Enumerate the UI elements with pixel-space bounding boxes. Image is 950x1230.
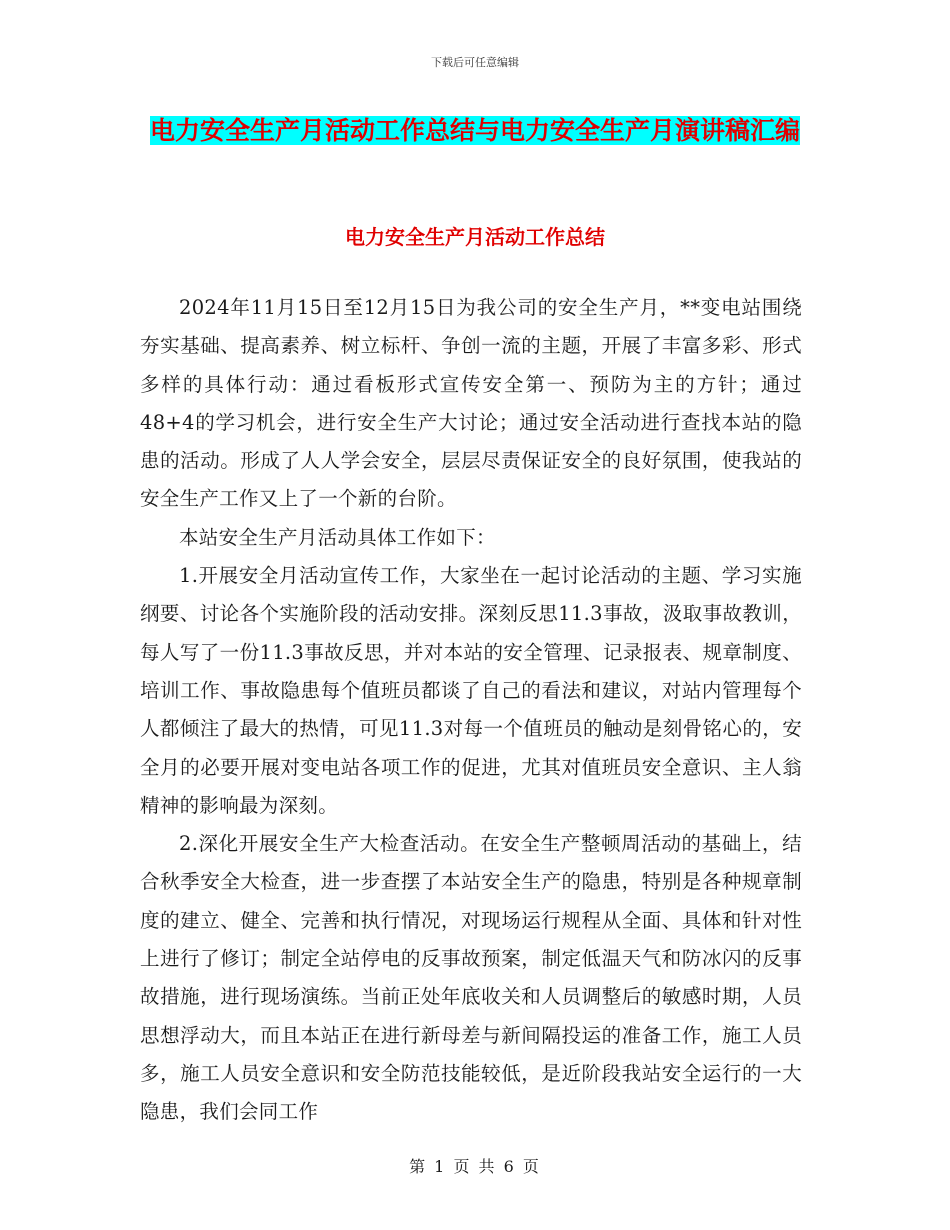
page-indicator: 第 1 页 共 6 页 bbox=[409, 1157, 541, 1176]
header-note: 下载后可任意编辑 bbox=[431, 56, 519, 69]
paragraph-intro: 2024年11月15日至12月15日为我公司的安全生产月，**变电站围绕夯实基础、提高素养、树立标杆、争创一流的主题，开展了丰富多彩、形式多样的具体行动：通过看板形式宣传安全第一、预防为主的方针；通过48+4的学习机会，进行安全生产大讨论；通过安全活动进行查找本站的隐患的活动。形成了人人学会安全，层层尽责保证安全的良好氛围，使我站的安全生产工作又上了一个新的台阶。 bbox=[140, 296, 802, 511]
document-title bbox=[140, 108, 810, 154]
paragraph-item-2: 2.深化开展安全生产大检查活动。在安全生产整顿周活动的基础上，结合秋季安全大检查，进一步查摆了本站安全生产的隐患，特别是各种规章制度的建立、健全、完善和执行情况，对现场运行规程从全面、具体和针对性上进行了修订；制定全站停电的反事故预案，制定低温天气和防冰闪的反事故措施，进行现场演练。当前正处年底收关和人员调整后的敏感时期，人员思想浮动大，而且本站正在进行新母差与新间隔投运的准备工作，施工人员多，施工人员安全意识和安全防范技能较低，是近阶段我站安全运行的一大隐患，我们会同工作 bbox=[140, 832, 802, 1124]
document-title-text: 电力安全生产月活动工作总结与电力安全生产月演讲稿汇编 bbox=[149, 116, 800, 145]
section-title: 电力安全生产月活动工作总结 bbox=[345, 225, 605, 249]
document-body bbox=[140, 289, 802, 1132]
paragraph-overview: 本站安全生产月活动具体工作如下： bbox=[179, 525, 496, 549]
paragraph-item-1: 1.开展安全月活动宣传工作，大家坐在一起讨论活动的主题、学习实施纲要、讨论各个实施阶段的活动安排。深刻反思11.3事故，汲取事故教训，每人写了一份11.3事故反思，并对本站的安全管理、记录报表、规章制度、培训工作、事故隐患每个值班员都谈了自己的看法和建议，对站内管理每个人都倾注了最大的热情，可见11.3对每一个值班员的触动是刻骨铭心的，安全月的必要开展对变电站各项工作的促进，尤其对值班员安全意识、主人翁精神的影响最为深刻。 bbox=[140, 564, 802, 817]
